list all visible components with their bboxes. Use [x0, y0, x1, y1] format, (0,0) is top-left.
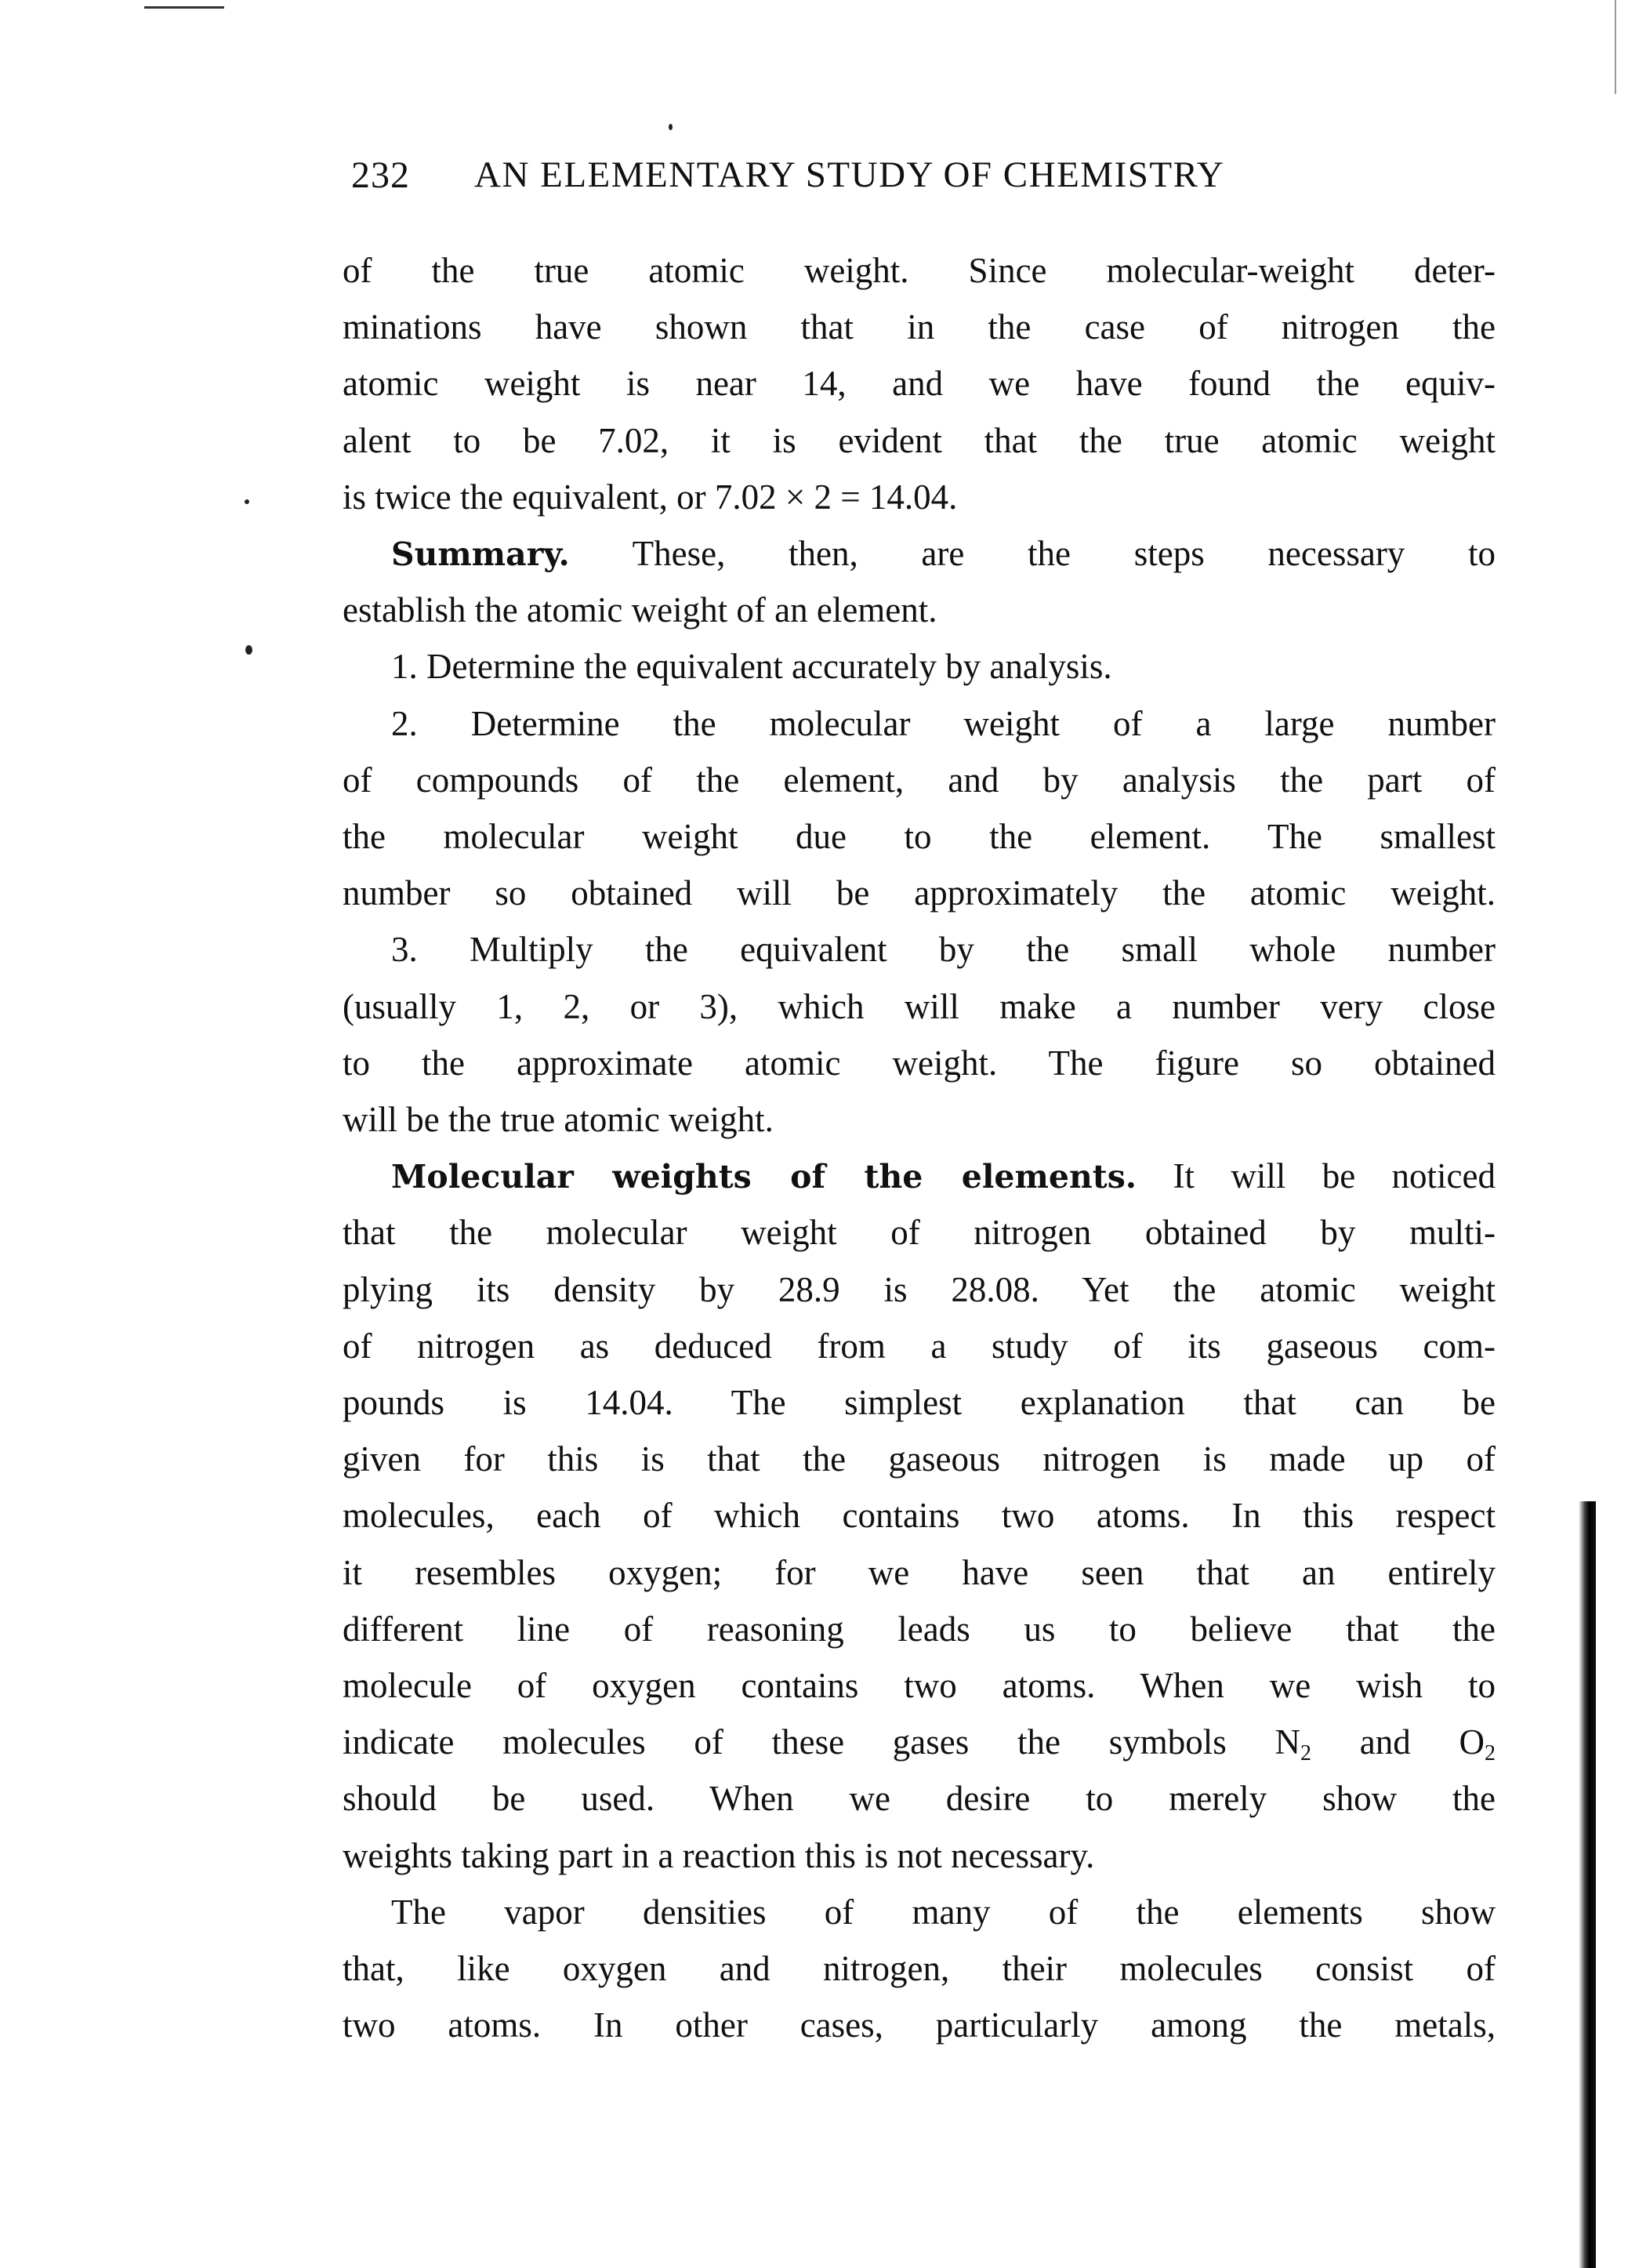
scan-speck: [669, 124, 673, 130]
scan-rule-mark: [144, 6, 224, 9]
text-line: [343, 638, 1496, 695]
scan-edge-mark: [1615, 0, 1616, 94]
subscript: 2: [1484, 1741, 1496, 1766]
text-line: [343, 1374, 1496, 1431]
text-line: [343, 1318, 1496, 1374]
text-line: [343, 412, 1496, 469]
text-run: minations have shown that in the case of nitrogen the: [343, 307, 1496, 347]
text-line: [343, 582, 1496, 638]
text-run: pounds is 14.04. The simplest explanation that can be: [343, 1383, 1496, 1422]
text-line: [343, 865, 1496, 921]
scan-binding-shadow: [1579, 1501, 1596, 2268]
text-run: is twice the equivalent, or 7.02 × 2 = 14.04.: [343, 477, 958, 517]
text-line: [343, 1091, 1496, 1148]
text-run: plying its density by 28.9 is 28.08. Yet the atomic weight: [343, 1269, 1496, 1309]
text-line: [343, 1884, 1496, 1940]
text-run: given for this is that the gaseous nitrogen is made up of: [343, 1439, 1496, 1479]
text-run: weights taking part in a reaction this is not necessary.: [343, 1835, 1095, 1875]
scan-speck: [245, 645, 252, 655]
text-line: [343, 355, 1496, 412]
text-run: The vapor densities of many of the elements show: [391, 1892, 1496, 1932]
text-run: should be used. When we desire to merely show the: [343, 1779, 1496, 1819]
run-in-heading: Summary.: [391, 535, 570, 573]
text-line: [343, 1035, 1496, 1091]
text-run: These, then, are the steps necessary to: [569, 534, 1496, 573]
text-run: will be the true atomic weight.: [343, 1100, 774, 1139]
text-line: [343, 469, 1496, 525]
text-run: it resembles oxygen; for we have seen that an entirely: [343, 1552, 1496, 1592]
text-line: [343, 1601, 1496, 1657]
text-line: [343, 1657, 1496, 1714]
text-line: [343, 1487, 1496, 1544]
running-header: [345, 154, 1380, 201]
text-line: [343, 1148, 1496, 1204]
text-run: number so obtained will be approximately the atomic weight.: [343, 873, 1496, 913]
text-run: It will be noticed: [1137, 1156, 1496, 1196]
scan-speck: [245, 499, 249, 504]
text-run: molecules, each of which contains two atoms. In this respect: [343, 1496, 1496, 1536]
text-line: [343, 1204, 1496, 1261]
text-line: [343, 1544, 1496, 1601]
text-run: atomic weight is near 14, and we have found the equiv-: [343, 364, 1496, 404]
run-in-heading: Molecular weights of the elements.: [391, 1158, 1137, 1196]
text-run: the molecular weight due to the element. The smallest: [343, 817, 1496, 856]
text-line: [343, 299, 1496, 355]
text-line: [343, 978, 1496, 1035]
text-run: establish the atomic weight of an element.: [343, 590, 937, 630]
text-line: [343, 1827, 1496, 1884]
text-line: [343, 695, 1496, 752]
text-run: alent to be 7.02, it is evident that the true atomic weight: [343, 420, 1496, 460]
text-run: of compounds of the element, and by analysis the part of: [343, 760, 1496, 800]
text-run: different line of reasoning leads us to believe that the: [343, 1609, 1496, 1649]
page-number: 232: [351, 154, 410, 196]
text-run: indicate molecules of these gases the symbols N: [343, 1722, 1301, 1762]
text-line: [343, 1261, 1496, 1318]
text-run: 3. Multiply the equivalent by the small whole number: [391, 930, 1496, 970]
text-line: [343, 808, 1496, 865]
text-run: molecule of oxygen contains two atoms. When we wish to: [343, 1666, 1496, 1705]
text-line: [343, 1431, 1496, 1487]
text-line: [343, 752, 1496, 808]
running-title: AN ELEMENTARY STUDY OF CHEMISTRY: [474, 154, 1225, 195]
subscript: 2: [1300, 1741, 1312, 1766]
text-run: 1. Determine the equivalent accurately by analysis.: [391, 647, 1112, 687]
text-run: of the true atomic weight. Since molecular-weight deter-: [343, 251, 1496, 290]
text-line: [343, 1714, 1496, 1770]
text-run: to the approximate atomic weight. The figure so obtained: [343, 1043, 1496, 1083]
text-run: that, like oxygen and nitrogen, their molecules consist of: [343, 1949, 1496, 1988]
text-run: 2. Determine the molecular weight of a large number: [391, 703, 1496, 743]
text-run: two atoms. In other cases, particularly among the metals,: [343, 2005, 1496, 2045]
text-run: of nitrogen as deduced from a study of its gaseous com-: [343, 1326, 1496, 1366]
text-run: (usually 1, 2, or 3), which will make a number very close: [343, 986, 1496, 1026]
text-run: and O: [1311, 1722, 1485, 1762]
text-line: [343, 1940, 1496, 1997]
text-line: [343, 242, 1496, 299]
text-line: [343, 921, 1496, 978]
text-line: [343, 1770, 1496, 1827]
text-run: that the molecular weight of nitrogen obtained by multi-: [343, 1213, 1496, 1253]
text-line: [343, 1997, 1496, 2053]
text-line: [343, 525, 1496, 582]
